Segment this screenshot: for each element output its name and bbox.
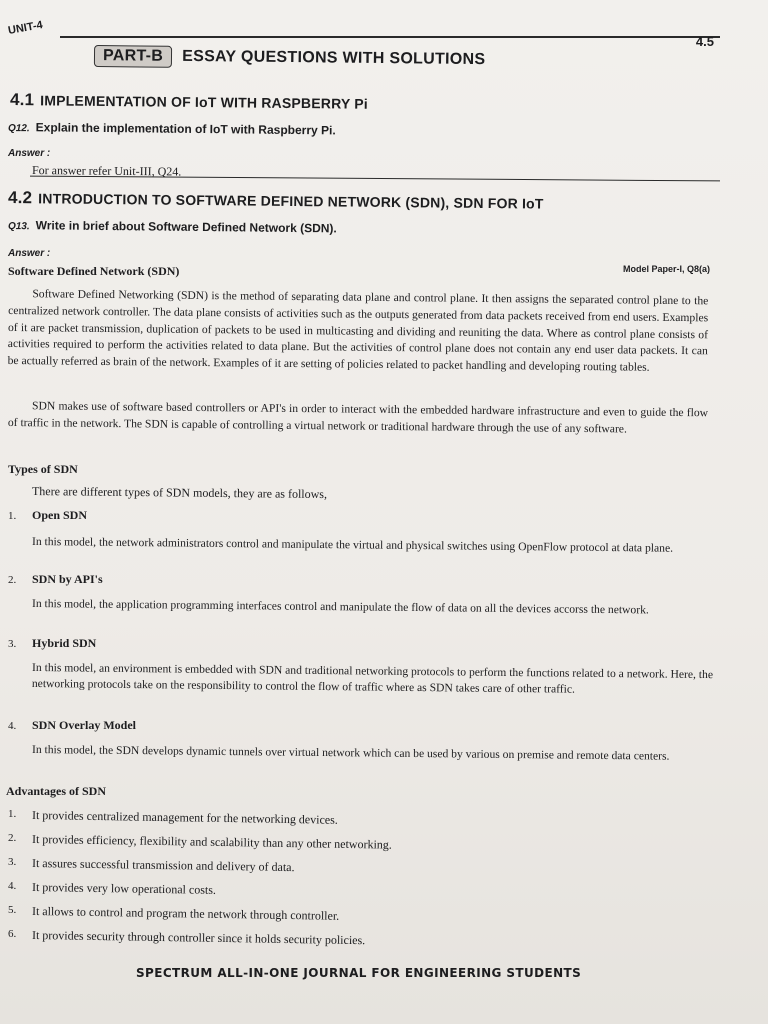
question-number: Q13.: [7, 221, 30, 233]
type-number: 1.: [8, 510, 17, 522]
answer-label: Answer :: [8, 248, 51, 259]
advantage-number: 5.: [8, 904, 17, 916]
section-heading-4-1: [10, 90, 368, 114]
advantage-item: It provides efficiency, flexibility and scalability than any other networking.: [31, 832, 392, 852]
question-number: Q12.: [7, 123, 30, 135]
advantage-item: It provides centralized management for the networking devices.: [31, 808, 338, 827]
advantage-number: 2.: [8, 832, 17, 844]
type-description: In this model, the network administrators control and manipulate the virtual and physical switches using OpenFlow protocol at data plane.: [31, 535, 674, 555]
section-heading-4-2: [8, 188, 544, 214]
advantage-number: 3.: [8, 856, 17, 868]
type-number: 4.: [8, 720, 17, 732]
type-title: SDN Overlay Model: [32, 718, 136, 732]
section-number: 4.2: [7, 188, 33, 208]
section-title: INTRODUCTION TO SOFTWARE DEFINED NETWORK (SDN), SDN FOR IoT: [38, 190, 544, 212]
advantage-number: 1.: [8, 808, 17, 820]
type-description: In this model, an environment is embedded with SDN and traditional networking protocols to perform the functions related to a network. Here, the networking protocols take on the responsibility to control the flow of traffic where as SDN takes care of other traffic.: [31, 661, 714, 696]
part-heading: [94, 44, 594, 73]
question-text: Explain the implementation of IoT with Raspberry Pi.: [35, 120, 336, 138]
type-title: Hybrid SDN: [32, 636, 97, 650]
advantage-item: It provides security through controller since it holds security policies.: [31, 928, 366, 948]
page-number: 4.5: [695, 34, 714, 49]
advantage-item: It provides very low operational costs.: [31, 880, 217, 897]
section-number: 4.1: [9, 90, 35, 110]
types-heading: Types of SDN: [8, 462, 78, 476]
question-q12: [8, 120, 336, 137]
section-title: IMPLEMENTATION OF IoT WITH RASPBERRY Pi: [40, 92, 369, 112]
advantage-item: It allows to control and program the network through controller.: [31, 904, 340, 923]
type-number: 2.: [8, 574, 17, 586]
model-paper-ref: Model Paper-I, Q8(a): [622, 264, 710, 274]
answer-label: Answer :: [8, 148, 51, 159]
sdn-controller-paragraph: SDN makes use of software based controllers or API's in order to interact with the embedded hardware infrastructure and even to guide the flow of traffic in the network. The SDN is capable of controlling a virtual network or traditional hardware through the use of any software.: [7, 399, 709, 436]
type-description: In this model, the SDN develops dynamic tunnels over virtual network which can be used by various on premise and remote data centers.: [31, 743, 670, 763]
question-text: Write in brief about Software Defined Network (SDN).: [35, 218, 337, 236]
advantage-number: 6.: [8, 928, 17, 940]
advantages-heading: Advantages of SDN: [6, 784, 107, 798]
journal-footer: SPECTRUM ALL-IN-ONE JOURNAL FOR ENGINEERING STUDENTS: [136, 966, 582, 980]
question-q13: [8, 218, 337, 235]
sdn-definition-paragraph: Software Defined Networking (SDN) is the method of separating data plane and control plane. It then assigns the separated control plane to the centralized network controller. The data plane consists of activities such as the outputs generated from data packets received from end users. Examples of it are packet transmission, duplication of packets to be used in multicasting and dividing and reuniting the data. Where as control plane consists of activities required to perform the activities related to data plane. But the activities of control plane does not contain any end user data packets. It can be actually referred as brain of the network. Examples of it are setting of policies related to packet handling and developing routing tables.: [7, 287, 709, 374]
unit-label: UNIT-4: [7, 19, 44, 37]
type-description: In this model, the application programming interfaces control and manipulate the flow of data on all the devices accorss the network.: [31, 597, 649, 617]
header-rule: [60, 36, 720, 38]
type-title: Open SDN: [32, 508, 88, 522]
part-box: PART-B: [94, 45, 172, 68]
advantage-number: 4.: [8, 880, 17, 892]
type-title: SDN by API's: [32, 572, 103, 586]
sdn-subheading: Software Defined Network (SDN): [8, 264, 180, 278]
type-number: 3.: [8, 638, 17, 650]
part-title: ESSAY QUESTIONS WITH SOLUTIONS: [182, 47, 486, 69]
types-intro: There are different types of SDN models, they are as follows,: [31, 484, 328, 502]
advantage-item: It assures successful transmission and delivery of data.: [31, 856, 295, 875]
answer-reference: For answer refer Unit-III, Q24.: [31, 163, 182, 179]
